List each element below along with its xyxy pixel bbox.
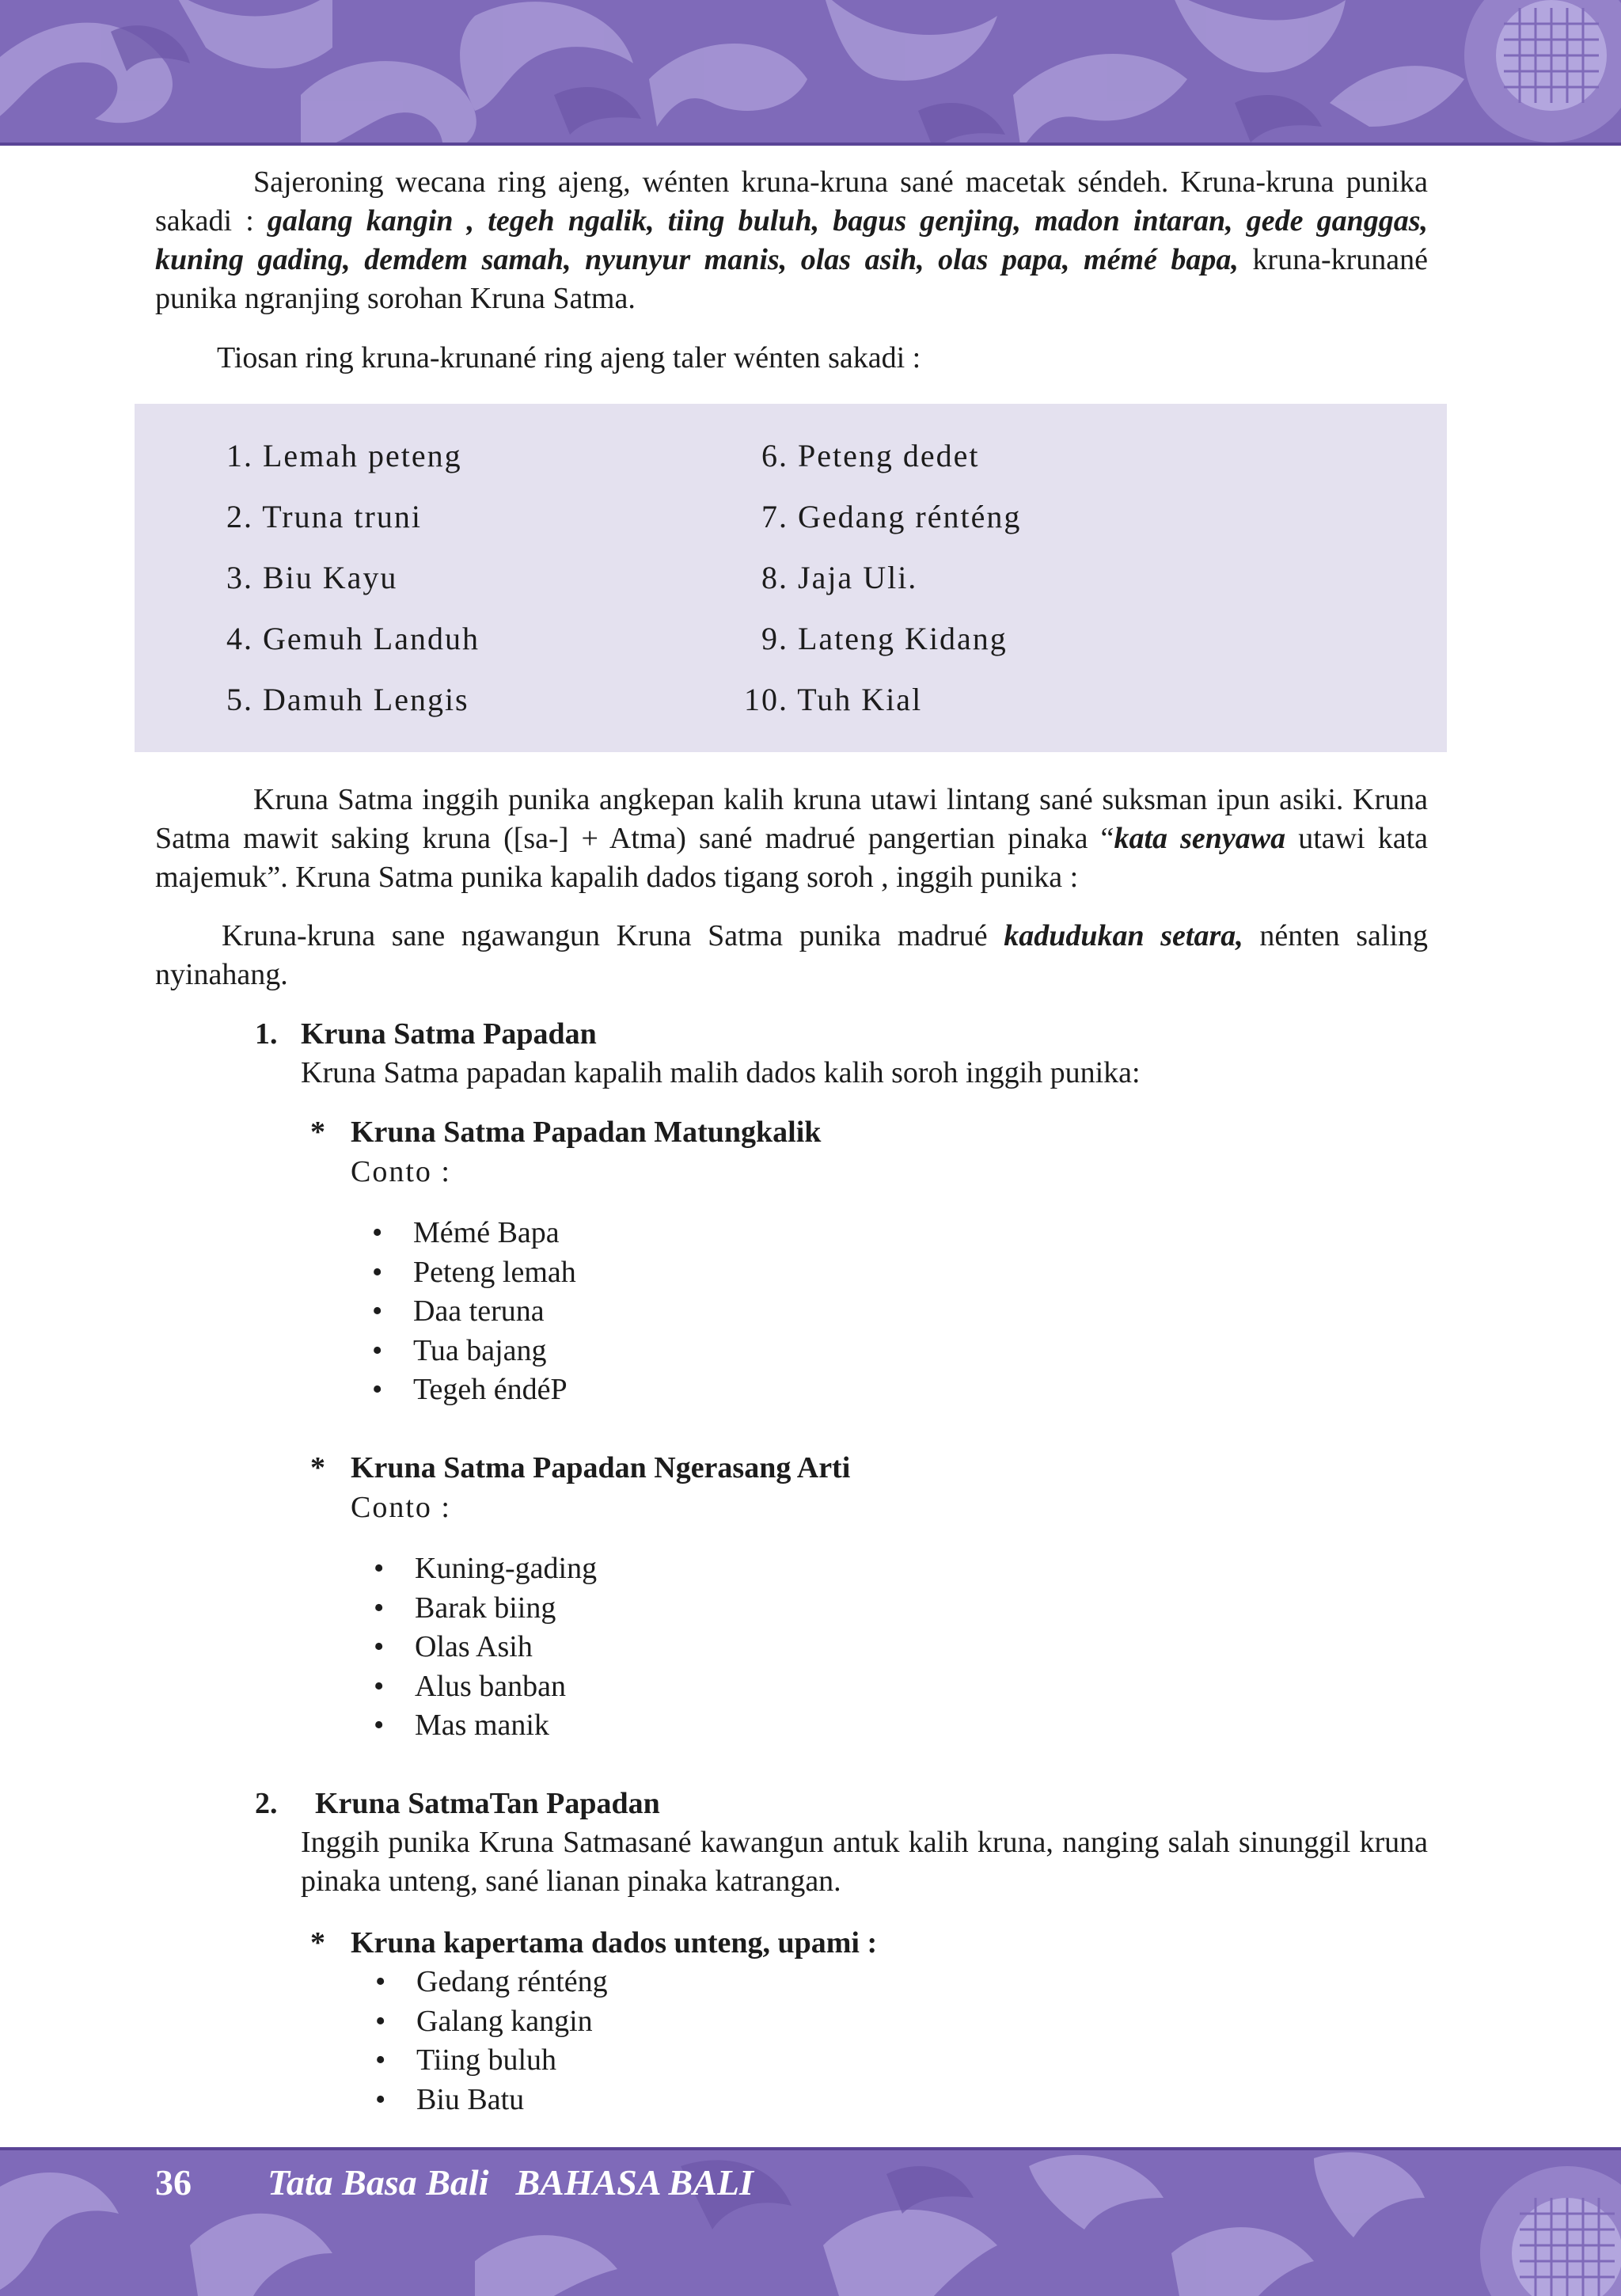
star-marker: * [310,1116,325,1149]
setara-text: Kruna-kruna sane ngawangun Kruna Satma punika madrué [222,919,1004,952]
footer-ornament-band [0,2147,1621,2296]
definition-text-end: utawi kata majemuk”. Kruna Satma punika kapalih dados tigang soroh , inggih punika : [155,822,1428,894]
list-item: • Biu Batu [375,2081,608,2120]
intro-paragraph [155,163,1428,318]
list-item: • Mas manik [374,1706,597,1746]
bullet-icon: • [375,2043,386,2077]
section-2-number: 2. [255,1787,278,1820]
floral-ornament [0,0,1621,143]
floral-ornament [0,2150,1621,2296]
example-bullet-list [374,1549,597,1746]
list-item: • Mémé Bapa [372,1214,576,1253]
list-item: • Peteng lemah [372,1253,576,1293]
list-item: • Kuning-gading [374,1549,597,1589]
example-bullet-list [375,1963,608,2119]
section-1-desc: Kruna Satma papadan kapalih malih dados kalih soroh inggih punika: [301,1056,1141,1089]
definition-paragraph [155,781,1428,897]
bullet-icon: • [375,2004,386,2038]
subsection-title: Kruna Satma Papadan Ngerasang Arti [351,1451,851,1484]
header-ornament-band [0,0,1621,146]
page-number: 36 [155,2162,192,2203]
list-item: 4. Gemuh Landuh [226,621,480,656]
bullet-icon: • [374,1709,385,1742]
bullet-icon: • [372,1373,383,1406]
list-item: • Tegeh éndéP [372,1370,576,1410]
list-item: 6. Peteng dedet [761,438,980,473]
list-item: • Gedang rénténg [375,1963,608,2002]
star-marker: * [310,1926,325,1960]
examples-intro: Tiosan ring kruna-krunané ring ajeng taler wénten sakadi : [217,341,921,374]
intro-bold-examples: galang kangin , tegeh ngalik, tiing buluh, bagus genjing, madon intaran, gede ganggas, kuning gading, demdem samah, nyunyur manis, olas asih, olas papa, mémé bapa, [155,204,1428,276]
list-item: • Tiing buluh [375,2041,608,2081]
subsection-title: Kruna Satma Papadan Matungkalik [351,1116,822,1149]
bullet-icon: • [374,1552,385,1585]
flower-ornament [1480,2166,1621,2296]
conto-label: Conto : [351,1155,451,1188]
section-2-title: Kruna SatmaTan Papadan [315,1787,660,1820]
bullet-icon: • [375,1965,386,1998]
list-item: 5. Damuh Lengis [226,682,469,717]
definition-bold: kata senyawa [1114,822,1286,855]
list-item: • Alus banban [374,1667,597,1707]
setara-paragraph [155,917,1428,994]
list-item: 3. Biu Kayu [226,560,398,595]
conto-label: Conto : [351,1491,451,1524]
flower-ornament [1464,0,1621,143]
bullet-icon: • [372,1216,383,1249]
bullet-icon: • [374,1630,385,1663]
list-item: • Galang kangin [375,2002,608,2042]
list-item: 1. Lemah peteng [226,438,462,473]
setara-bold: kadudukan setara, [1004,919,1243,952]
list-item: 10. Tuh Kial [744,682,923,717]
list-item: 8. Jaja Uli. [761,560,918,595]
bullet-icon: • [372,1255,383,1289]
list-item: 2. Truna truni [226,499,422,534]
list-item: • Olas Asih [374,1628,597,1667]
bullet-icon: • [374,1669,385,1703]
intro-text-end: kruna-krunané punika ngranjing sorohan Kruna Satma. [155,243,1428,315]
footer-subject: BAHASA BALI [515,2162,754,2203]
list-item: 9. Lateng Kidang [761,621,1008,656]
list-item: • Tua bajang [372,1332,576,1371]
subsection-title: Kruna kapertama dados unteng, upami : [351,1926,878,1960]
definition-text: Kruna Satma inggih punika angkepan kalih kruna utawi lintang sané suksman ipun asiki. Kruna Satma mawit saking kruna ([sa-] + Atma) sané madrué pangertian pinaka “ [155,783,1428,855]
star-marker: * [310,1451,325,1484]
intro-text: Sajeroning wecana ring ajeng, wénten kruna-kruna sané macetak séndeh. Kruna-kruna punika sakadi : [155,165,1428,238]
bullet-icon: • [372,1333,383,1367]
section-2-desc: Inggih punika Kruna Satmasané kawangun antuk kalih kruna, nanging salah sinunggil kruna pinaka unteng, sané lianan pinaka katrangan. [301,1826,1428,1898]
bullet-icon: • [372,1294,383,1328]
list-item: • Barak biing [374,1589,597,1629]
footer-book-title: Tata Basa Bali [268,2162,489,2203]
footer-title [268,2161,754,2203]
setara-text-end: nénten saling nyinahang. [155,919,1429,991]
section-1-title: Kruna Satma Papadan [301,1017,597,1051]
example-bullet-list [372,1214,576,1410]
list-item: 7. Gedang rénténg [761,499,1022,534]
list-item: • Daa teruna [372,1292,576,1332]
bullet-icon: • [374,1591,385,1625]
section-1-number: 1. [255,1017,278,1051]
bullet-icon: • [375,2082,386,2116]
